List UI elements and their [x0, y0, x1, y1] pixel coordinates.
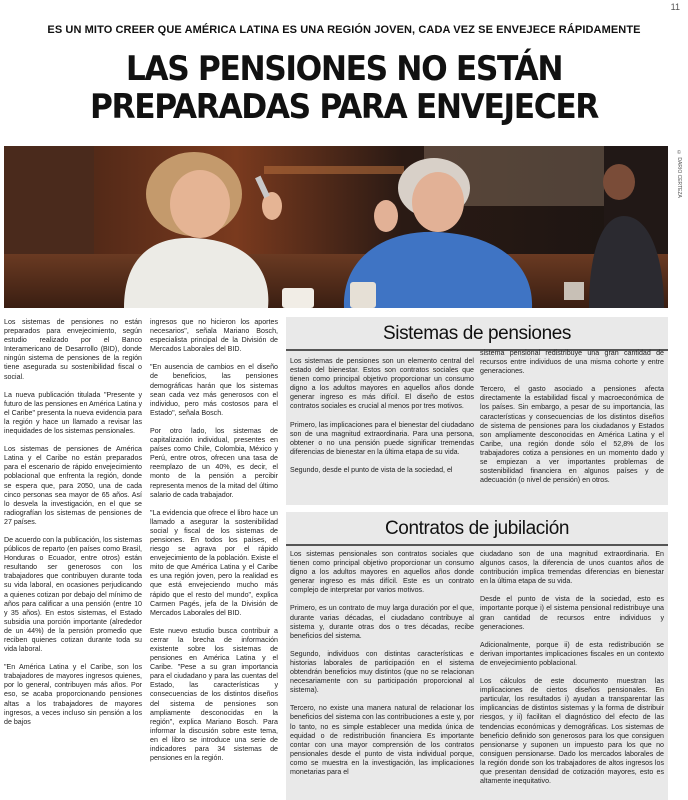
paragraph: "En América Latina y el Caribe, son los trabajadores de mayores ingresos quienes, por lo general, contribuyen más años. Por eso, se acaba proporcionando pensiones altas a los trabajadores de mayores ingresos, a veces incluso sin pensión a los de bajos	[4, 663, 142, 726]
paragraph: Este nuevo estudio busca contribuir a cerrar la brecha de información existente sobre los sistemas de pensiones en América Latina y el Caribe. "Pese a su gran importancia para el ciudadano y para las cuentas del Estado, las características y consecuencias de los distintos diseños del sistema de pensiones son ampliamente desconocidas en la región", explica Mariano Bosch. Para informar la discusión sobre este tema, en el libro se introduce una serie de indicadores para 34 sistemas de pensiones en la región.	[150, 626, 278, 763]
box-title: Contratos de jubilación	[384, 518, 570, 539]
paragraph: Los sistemas de pensiones no están preparados para envejecimiento, según estudio realizado por el Banco Interamericano de Desarrollo (BID), donde ningún sistema de pensiones de la región tiene asegurada su sostenibilidad fiscal o social.	[4, 318, 142, 381]
paragraph: Segundo, desde el punto de vista de la sociedad, el	[290, 465, 453, 474]
paragraph: Desde el punto de vista de la sociedad, esto es importante porque i) el sistema pensional redistribuye una gran cantidad de recursos entre individuos y generaciones.	[480, 595, 664, 631]
paragraph: Por otro lado, los sistemas de capitalización individual, presentes en países como Chile, Colombia, México y Perú, entre otros, ofrecen una tasa de reemplazo de un 40%, es decir, el monto de la pensión a percibir representa menos de la mitad del último salario de cada trabajador.	[150, 426, 278, 499]
paragraph: Los sistemas pensionales son contratos sociales que tienen como principal objetivo proporcionar un consumo digno a los adultos mayores en aquellos años donde generar ingreso es más difícil. Este es un contrato complejo de interpretar por varios motivos.	[290, 550, 474, 595]
box-column-a	[290, 550, 474, 786]
kicker: ES UN MITO CREER QUE AMÉRICA LATINA ES UNA REGIÓN JOVEN, CADA VEZ SE ENVEJECE RÁPIDAMENTE	[47, 24, 641, 36]
photo-credit: © DARIO CERTEZA	[676, 150, 682, 198]
paragraph: Primero, las implicaciones para el bienestar del ciudadano son de una magnitud extraordinaria. Para una persona, obtener o no una pensión puede significar tremendas diferencias de bienestar en la última etapa de su vida.	[290, 420, 474, 456]
paragraph: De acuerdo con la publicación, los sistemas públicos de reparto (en países como Brasil, Honduras o Ecuador, entre otros) están resultando ser generosos con los trabajadores que contribuyen durante toda su vida laboral, en ocasiones perjudicando a quienes cotizan por debajo del mínimo de años para calificar a una pensión (entre 10 y 35 años). En estos sistemas, el Estado subsidia una porción importante (alrededor de un 44%) de la pensión promedio que reciben quienes cotizan durante toda su vida laboral.	[4, 535, 143, 654]
headline-line-2: PREPARADAS PARA ENVEJECER	[89, 87, 599, 127]
box-column-b	[480, 349, 664, 494]
headline	[28, 50, 661, 126]
paragraph: ciudadano son de una magnitud extraordinaria. En algunos casos, la diferencia de unos cuantos años de contribución implica tremendas diferencias en bienestar en la última etapa de su vida.	[480, 550, 664, 586]
paragraph: Segundo, individuos con distintas características e historias laborales de participación en el sistema obtendrán beneficios muy distintos (que no se relacionan necesariamente con su participación proporcional al sistema).	[290, 649, 474, 695]
article-column-1	[4, 318, 142, 736]
paragraph: Los sistemas de pensiones de América Latina y el Caribe no están preparados para el escenario de rápido envejecimiento poblacional que enfrenta la región, donde se espera que, para 2050, una de cada cinco personas sea mayor de 65 años. Así lo desvela la investigación, en el que se radiografían los sistemas de pensiones de 27 países.	[4, 445, 142, 526]
photo-elderly-women-at-table	[4, 146, 668, 308]
article-column-2	[150, 318, 278, 772]
paragraph: sistema pensional redistribuye una gran cantidad de recursos entre individuos de una misma cohorte y entre generaciones.	[480, 349, 664, 376]
paragraph: "La evidencia que ofrece el libro hace un llamado a asegurar la sostenibilidad social y fiscal de los sistemas de pensiones. En todos los países, el riesgo se agrava por el rápido envejecimiento de la población. Existe el mito de que América Latina y el Caribe es una región joven, pero la realidad es que está envejeciendo mucho más rápido que el resto del mundo", explica Carmen Pagés, jefa de la División de Mercados Laborales del BID.	[150, 508, 278, 617]
box-title: Sistemas de pensiones	[382, 323, 572, 344]
paragraph: La nueva publicación titulada "Presente y futuro de las pensiones en América Latina y el Caribe" presenta la nueva evidencia para la región y hace un llamado a revisar las inequidades de los sistemas pensionales.	[4, 390, 142, 436]
page-number: 11	[670, 2, 680, 12]
paragraph: Los cálculos de este documento muestran las implicaciones de ciertos diseños pensionales. En particular, los resultados i) ayudan a transparentar las implicancias de distintos sistemas y la forma de distribuir riesgos, y ii) facilitan el diagnóstico del efecto de las tendencias económicas y demográficas. Los sistemas de beneficio definido son generosos para los que consiguen pensionarse y suponen un impuesto para los que no consiguen pensionarse. Dado los mercados laborales de la región donde son los trabajadores de altos ingresos los que presentan densidad de cotización mayores, esto es altamente inequitativo.	[480, 677, 664, 786]
box-column-b	[480, 550, 664, 795]
paragraph: Tercero, el gasto asociado a pensiones afecta directamente la estabilidad fiscal y macroeconómica de los países. Sin embargo, a pesar de su importancia, las características y consecuencias de los distintos diseños de sistema de pensiones para los ciudadanos y Estados son ampliamente desconocidas en América Latina y el Caribe, una región donde sólo el 52,8% de los trabajadores cotiza a pensiones en un momento dado y se empiezan a ver importantes problemas de sostenibilidad financiera en algunos países y de adecuación (o nivel de pensión) en otros.	[480, 385, 664, 485]
headline-line-1: LAS PENSIONES NO ESTÁN	[125, 49, 563, 89]
paragraph: Adicionalmente, porque ii) de esta redistribución se derivan importantes implicaciones fiscales en un contexto de envejecimiento poblacional.	[480, 640, 664, 667]
sidebar-box-sistemas-de-pensiones	[286, 317, 668, 505]
paragraph: "En ausencia de cambios en el diseño de beneficios, las pensiones demográficas harán que los sistemas sean cada vez más generosos con el individuo, pero más costosos para el Estado", señala Bosch.	[150, 363, 278, 417]
paragraph: Los sistemas de pensiones son un elemento central del estado del bienestar. Estos son contratos sociales que tienen como principal objetivo proporcionar un consumo digno a los adultos mayores en aquellos años donde generar ingreso es más difícil. El diseño de estos contratos sociales es crucial al menos por tres motivos.	[290, 357, 474, 411]
sidebar-box-contratos-de-jubilacion	[286, 512, 668, 800]
paragraph: ingresos que no hicieron los aportes necesarios", señala Mariano Bosch, especialista principal de la División de Mercados Laborales del BID.	[150, 318, 278, 354]
paragraph: Tercero, no existe una manera natural de relacionar los beneficios del sistema con las contribuciones a este y, por lo tanto, no es simple establecer una medida única de equidad o de redistribución financiera Es importante contar con una mayor comprensión de los contratos pensionales desde el punto de vista individual porque, como se muestra en la investigación, las implicaciones monetarias para el	[290, 704, 474, 776]
title-rule	[286, 544, 668, 546]
paragraph: Primero, es un contrato de muy larga duración por el que, durante varias décadas, el ciudadano contribuye al sistema y, durante otras dos o tres décadas, recibe beneficios del sistema.	[290, 604, 474, 640]
box-column-a	[290, 357, 474, 484]
